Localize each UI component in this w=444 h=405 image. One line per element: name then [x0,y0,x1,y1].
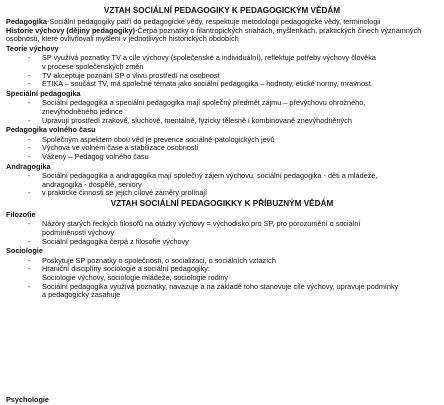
list-item-text: - Vážený – Pedagog volného času [42,151,149,161]
list-item [28,189,438,198]
list-item [28,99,438,116]
cut-off-heading: Psychologie [6,395,49,404]
list-item-text: - Společným aspektem obou věd je prevence sociálně-patologických jevů [42,134,275,144]
intro-paragraph-historie [6,27,438,44]
list-item [28,172,438,189]
bullet-list [6,257,438,300]
list-item-text: - ETIKA – součást TV, má společné témata jako sociální pedagogika – hodnoty, etické normy, mravnost [42,79,371,89]
list-item [28,238,438,247]
list-item-text: - Sociální pedagogika využívá poznatky, navazuje a na základě toho stanovuje cíle výchovy, upravuje podmínky [42,281,399,291]
list-item-text: - Hraniční disciplíny sociologie a sociální pedagogiky: [42,264,210,274]
bullet-list [6,220,438,246]
document-title-related-sciences: VZTAH SOCIÁLNÍ PEDAGOGIKKY K PŘÍBUZNÝM VĚDÁM [110,198,334,208]
intro-block [6,18,438,44]
list-item [28,153,438,162]
section-heading-specialni-pedagogika: Speciální pedagogika [6,88,81,98]
list-item-text: a pedagogicky zasahuje [42,290,121,300]
list-item-text: - SP využívá poznatky TV a cíle výchovy (společenské a individuální), reflektuje potřeby výchovy člověka [42,53,376,63]
list-item [28,54,438,71]
section-heading-teorie-vychovy: Teorie výchovy [6,43,59,53]
section-heading-sociologie: Sociologie [6,246,43,256]
list-item-text: - TV akceptuje poznání SP o vlivu prostředí na osobnost [42,70,220,80]
list-item [28,80,438,89]
bullet-list [6,136,438,162]
section-heading-pedagogika-volneho-casu: Pedagogika volného času [6,125,96,135]
list-item-text: v procese společenských změn [42,61,144,71]
list-item [28,220,438,237]
list-item-text: andragogika - dospělé, seniory [42,179,142,189]
section-heading-filozofie: Filozofie [6,209,36,219]
list-item [28,117,438,126]
list-item [28,283,438,300]
list-item-text: znevýhodněného jedince [42,106,123,116]
list-item-text: - Výchova ve volném čase a stabilizace osobnosti [42,143,199,153]
document-title-pedagogical-sciences: VZTAH SOCIÁLNÍ PEDAGOGIKY K PEDAGOGICKÝM VĚDÁM [103,6,341,15]
list-item-text: podmíněnosti výchovy [42,228,115,238]
term-label: Historie výchovy (dějiny pedagogiky) [6,25,135,35]
term-label: Pedagogika [6,17,47,26]
bullet-list [6,99,438,125]
bullet-list [6,172,438,198]
list-item-text: - Poskytuje SP poznatky o společnosti, o socializaci, o sociálních vztazích [42,255,276,265]
list-item-text: - Názory starých řeckých filosofů na otázky výchovy = východisko pro SP, pro porozumění o sociální [42,219,361,229]
term-text: -Čerpá poznatky o filantropických snahách, myšlenkách, praktických činech významných osobností, které ovlivňovali myšlení v jednotlivých historických obdobích [6,25,422,44]
term-text: -Sociální pedagogiky patří do pedagogické vědy, respektuje metodologii pedagogické vědy, terminologii [46,17,381,26]
list-item-text: - v praktické činnosti se jejich cílové záměry prolínají [42,188,208,198]
list-item-text: - Upravují prostředí zrakově, sluchově, mentálně, fyzicky tělesně i kombinovaně znevýhodněných [42,115,352,125]
list-item-text: - Sociální pedagogika čerpá z filosofie výchovy [42,236,189,246]
list-item-text: - Sociální pedagogika a speciální pedagogika mají společný předmět zájmu – převýchovu ohrožného, [42,98,366,108]
list-item [28,265,438,282]
list-item-text: Sociologie výchovy, sociologie mládeže, sociologie rodiny [42,273,229,283]
bullet-list [6,54,438,88]
list-item-text: - Sociální pedagogika a andragogika mají společný zájem výchovu, sociální pedagogika - děti a mládeže, [42,171,378,181]
section-heading-andragogika: Andragogika [6,161,51,171]
